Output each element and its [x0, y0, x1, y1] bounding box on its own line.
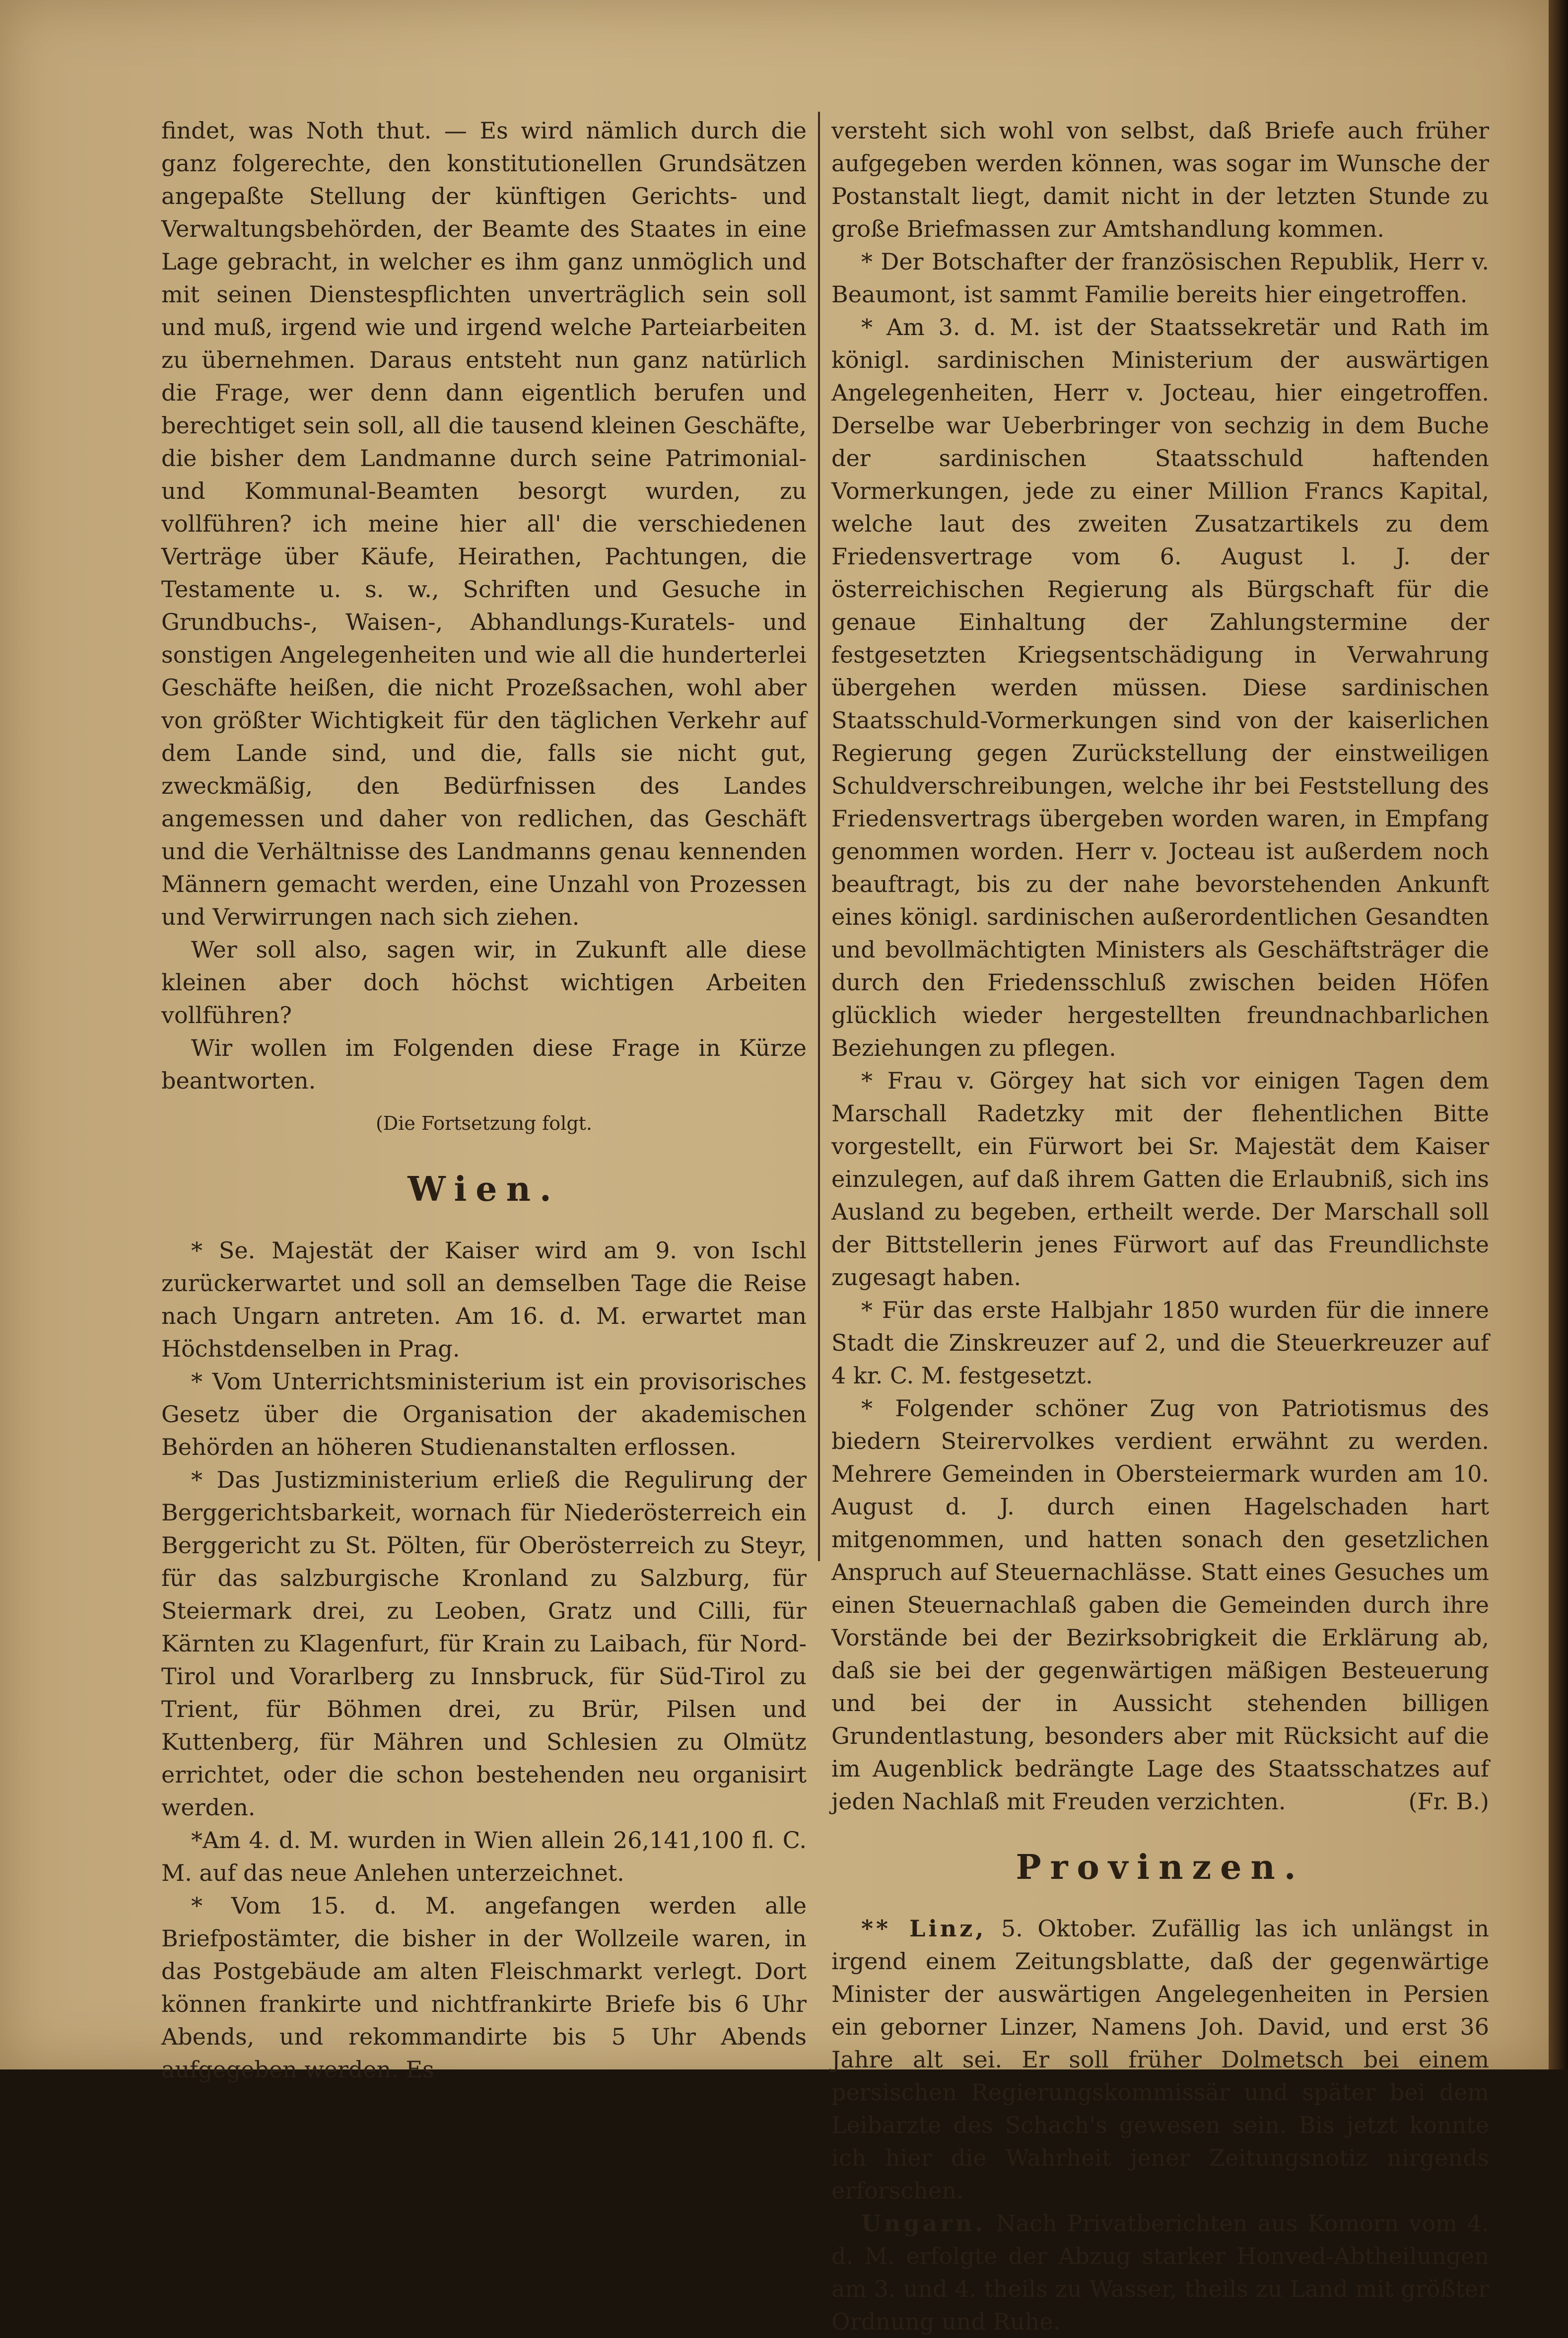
news-item-ungarn [831, 2207, 1489, 2338]
article-paragraph: Wir wollen im Folgenden diese Frage in Kürze beantworten. [161, 1034, 807, 1094]
news-item: * Das Justizministerium erließ die Regulirung der Berggerichtsbarkeit, wornach für Niederösterreich ein Berggericht zu St. Pölten, für Oberösterreich zu Steyr, für das salzburgische Kronland zu Salzburg, für Steiermark drei, zu Leoben, Gratz und Cilli, für Kärnten zu Klagenfurt, für Krain zu Laibach, für Nord-Tirol und Vorarlberg zu Innsbruck, für Süd-Tirol zu Trient, für Böhmen drei, zu Brür, Pilsen und Kuttenberg, für Mähren und Schlesien zu Olmütz errichtet, oder die schon bestehenden neu organisirt werden. [161, 1466, 807, 1821]
news-item-linz [831, 1912, 1489, 2207]
news-item: *Am 4. d. M. wurden in Wien allein 26,141,100 fl. C. M. auf das neue Anlehen unterzeichnet. [161, 1827, 807, 1886]
right-column [831, 114, 1489, 2338]
dateline: Ungarn. [861, 2210, 986, 2237]
news-item-text: * Folgender schöner Zug von Patriotismus des biedern Steirervolkes verdient erwähnt zu werden. Mehrere Gemeinden in Obersteiermark wurden am 10. August d. J. durch einen Hagelschaden hart mitgenommen, und hatten sonach den gesetzlichen Anspruch auf Steuernachlässe. Statt eines Gesuches um einen Steuernachlaß gaben die Gemeinden durch ihre Vorstände bei der Bezirksobrigkeit die Erklärung ab, daß sie bei der gegenwärtigen mäßigen Besteuerung und bei der in Aussicht stehenden billigen Grundentlastung, besonders aber mit Rücksicht auf die im Augenblick bedrängte Lage des Staatsschatzes auf jeden Nachlaß mit Freuden verzichten. [831, 1395, 1489, 1815]
news-item: * Für das erste Halbjahr 1850 wurden für die innere Stadt die Zinskreuzer auf 2, und die Steuerkreuzer auf 4 kr. C. M. festgesetzt. [831, 1297, 1489, 1389]
dateline: ** Linz, [861, 1915, 987, 1942]
article-paragraph: findet, was Noth thut. — Es wird nämlich durch die ganz folgerechte, den konstitutionellen Grundsätzen angepaßte Stellung der künftigen Gerichts- und Verwaltungsbehörden, der Beamte des Staates in eine Lage gebracht, in welcher es ihm ganz unmöglich und mit seinen Dienstespflichten unverträglich sein soll und muß, irgend wie und irgend welche Parteiarbeiten zu übernehmen. Daraus entsteht nun ganz natürlich die Frage, wer denn dann eigentlich berufen und berechtiget sein soll, all die tausend kleinen Geschäfte, die bisher dem Landmanne durch seine Patrimonial- und Kommunal-Beamten besorgt wurden, zu vollführen? ich meine hier all' die verschiedenen Verträge über Käufe, Heirathen, Pachtungen, die Testamente u. s. w., Schriften und Gesuche in Grundbuchs-, Waisen-, Abhandlungs-Kuratels- und sonstigen Angelegenheiten und wie all die hunderterlei Geschäfte heißen, die nicht Prozeßsachen, wohl aber von größter Wichtigkeit für den täglichen Verkehr auf dem Lande sind, und die, falls sie nicht gut, zweckmäßig, den Bedürfnissen des Landes angemessen und daher von redlichen, das Geschäft und die Verhältnisse des Landmanns genau kennenden Männern gemacht werden, eine Unzahl von Prozessen und Verwirrungen nach sich ziehen. [161, 117, 807, 930]
news-item: * Frau v. Görgey hat sich vor einigen Tagen dem Marschall Radetzky mit der flehentlichen Bitte vorgestellt, ein Fürwort bei Sr. Majestät dem Kaiser einzulegen, auf daß ihrem Gatten die Erlaubniß, sich ins Ausland zu begeben, ertheilt werde. Der Marschall soll der Bittstellerin jenes Fürwort auf das Freundlichste zugesagt haben. [831, 1067, 1489, 1291]
news-item: * Der Botschafter der französischen Republik, Herr v. Beaumont, ist sammt Familie bereits hier eingetroffen. [831, 248, 1489, 308]
news-item-text: 5. Oktober. Zufällig las ich unlängst in irgend einem Zeitungsblatte, daß der gegenwärtige Minister der auswärtigen Angelegenheiten in Persien ein geborner Linzer, Namens Joh. David, und erst 36 Jahre alt sei. Er soll früher Dolmetsch bei einem persischen Regierungskommissär und später bei dem Leibarzte des Schach's gewesen sein. Bis jetzt konnte ich hier die Wahrheit jener Zeitungsnotiz nirgends erforschen. [831, 1915, 1489, 2204]
article-paragraph: Wer soll also, sagen wir, in Zukunft alle diese kleinen aber doch höchst wichtigen Arbeiten vollführen? [161, 936, 807, 1029]
section-heading-wien: Wien. [408, 1169, 560, 1209]
news-item: * Vom Unterrichtsministerium ist ein provisorisches Gesetz über die Organisation der akademischen Behörden an höheren Studienanstalten erflossen. [161, 1368, 807, 1460]
news-item: * Se. Majestät der Kaiser wird am 9. von Ischl zurückerwartet und soll an demselben Tage die Reise nach Ungarn antreten. Am 16. d. M. erwartet man Höchstdenselben in Prag. [161, 1237, 807, 1362]
source-citation: (Fr. B.) [1408, 1788, 1489, 1815]
news-item [831, 1392, 1489, 1818]
news-item: * Vom 15. d. M. angefangen werden alle Briefpostämter, die bisher in der Wollzeile waren, in das Postgebäude am alten Fleischmarkt verlegt. Dort können frankirte und nichtfrankirte Briefe bis 6 Uhr Abends, und rekommandirte bis 5 Uhr Abends aufgegeben werden. Es [161, 1892, 807, 2083]
news-item-text: Nach Privatberichten aus Komorn vom 4. d. M. erfolgte der Abzug starker Honved-Abtheilungen am 3. und 4. theils zu Wasser, theils zu Land mit größter Ordnung und Ruhe. [831, 2210, 1489, 2335]
news-item: * Am 3. d. M. ist der Staatssekretär und Rath im königl. sardinischen Ministerium der auswärtigen Angelegenheiten, Herr v. Jocteau, hier eingetroffen. Derselbe war Ueberbringer von sechzig in dem Buche der sardinischen Staatsschuld haftenden Vormerkungen, jede zu einer Million Francs Kapital, welche laut des zweiten Zusatzartikels zu dem Friedensvertrage vom 6. August l. J. der österreichischen Regierung als Bürgschaft für die genaue Einhaltung der Zahlungstermine der festgesetzten Kriegsentschädigung in Verwahrung übergehen werden müssen. Diese sardinischen Staatsschuld-Vormerkungen sind von der kaiserlichen Regierung gegen Zurückstellung der einstweiligen Schuldverschreibungen, welche ihr bei Feststellung des Friedensvertrags übergeben worden waren, in Empfang genommen worden. Herr v. Jocteau ist außerdem noch beauftragt, bis zu der nahe bevorstehenden Ankunft eines königl. sardinischen außerordentlichen Gesandten und bevollmächtigten Ministers als Geschäftsträger die durch den Friedensschluß zwischen beiden Höfen glücklich wieder hergestellten freundnachbarlichen Beziehungen zu pflegen. [831, 314, 1489, 1061]
continuation-note: (Die Fortsetzung folgt. [375, 1112, 593, 1134]
column-divider [818, 112, 820, 1561]
page-edge [1549, 0, 1568, 2069]
section-heading-provinzen: Provinzen. [1016, 1848, 1305, 1887]
left-column [161, 114, 807, 2086]
news-item: versteht sich wohl von selbst, daß Briefe auch früher aufgegeben werden können, was sogar im Wunsche der Postanstalt liegt, damit nicht in der letzten Stunde zu große Briefmassen zur Amtshandlung kommen. [831, 117, 1489, 242]
